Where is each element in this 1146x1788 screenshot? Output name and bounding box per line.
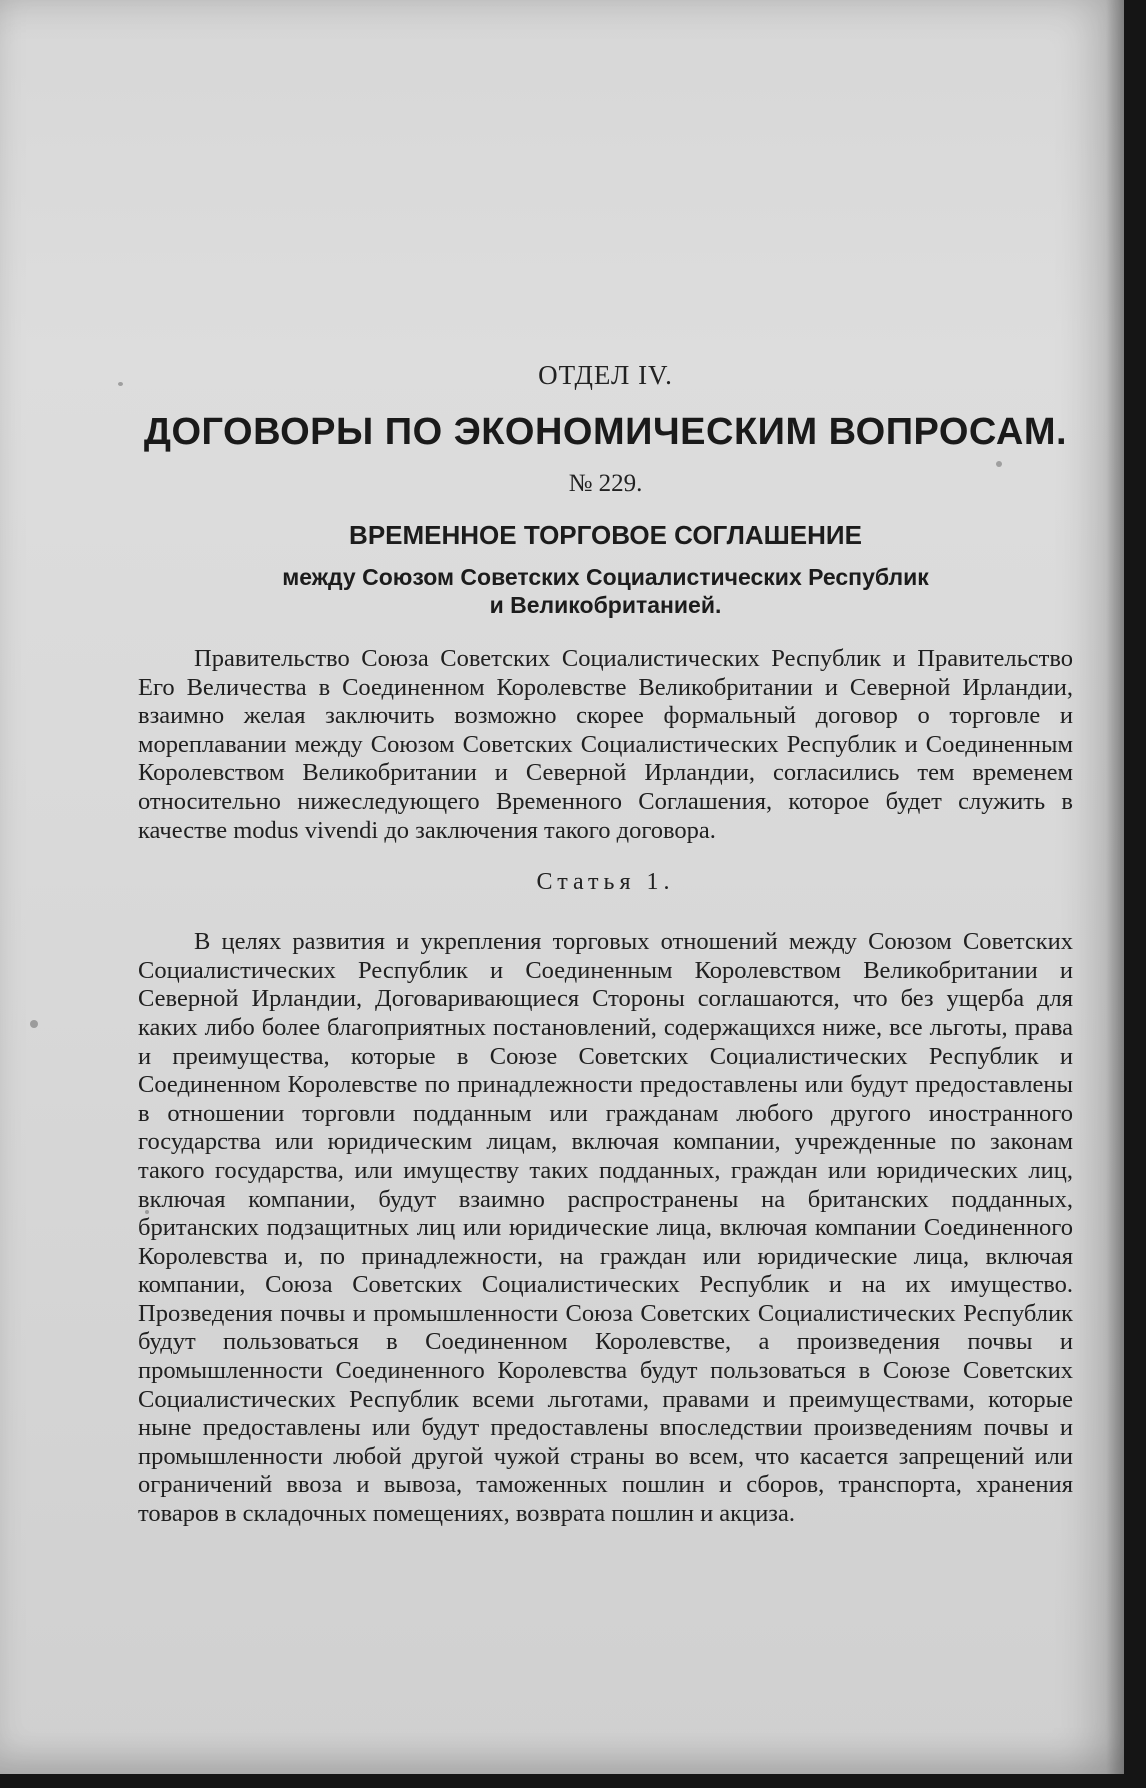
- document-title: ВРЕМЕННОЕ ТОРГОВОЕ СОГЛАШЕНИЕ: [349, 520, 862, 550]
- document-subtitle-line-2: и Великобританией.: [489, 592, 722, 618]
- preamble-paragraph: Правительство Союза Советских Социалистических Республик и Правительство Его Величества в Соединенном Королевстве Великобритании и Северной Ирландии, взаимно желая заключить возможно скорее формальный договор о торговле и мореплавании между Союзом Советских Социалистических Республик и Соединенным Королевством Великобритании и Северной Ирландии, согласились тем временем относительно нижеследующего Временного Соглашения, которое будет служить в качестве modus vivendi до заключения такого договора.: [138, 645, 1073, 844]
- article-heading: Статья 1.: [536, 869, 675, 896]
- section-title: ДОГОВОРЫ ПО ЭКОНОМИЧЕСКИМ ВОПРОСАМ.: [143, 411, 1068, 453]
- scan-speck: [30, 1020, 38, 1028]
- page-edge-shadow: [1106, 0, 1124, 1774]
- scan-speck: [118, 382, 123, 386]
- section-label: ОТДЕЛ IV.: [538, 360, 673, 390]
- document-subtitle-line-1: между Союзом Советских Социалистических Республик: [282, 564, 929, 590]
- document-subtitle: [138, 563, 1073, 619]
- document-number: № 229.: [568, 470, 643, 497]
- article-text: В целях развития и укрепления торговых отношений между Союзом Советских Социалистических Республик и Соединенным Королевством Великобритании и Северной Ирландии, Договаривающиеся Стороны соглашаются, что без ущерба для каких либо более благоприятных постановлений, содержащихся ниже, все льготы, права и преимущества, которые в Союзе Советских Социалистических Республик и Соединенном Королевстве по принадлежности предоставлены или будут предоставлены в отношении торговли подданным или гражданам любого другого иностранного государства или юридическим лицам, включая компании, учрежденные по законам такого государства, или имуществу таких подданных, граждан или юридических лиц, включая компании, будут взаимно распространены на британских подданных, британских подзащитных лиц или юридические лица, включая компании Соединенного Королевства и, по принадлежности, на граждан или юридические лица, включая компании, Союза Советских Социалистических Республик и на их имущество. Прозведения почвы и промышленности Союза Советских Социалистических Республик будут пользоваться в Соединенном Королевстве, а произведения почвы и промышленности Соединенного Королевства будут пользоваться в Союзе Советских Социалистических Республик всеми льготами, правами и преимуществами, которые ныне предоставлены или будут предоставлены впоследствии произведениям почвы и промышленности любой другой чужой страны во всем, что касается запрещений или ограничений ввоза и вывоза, таможенных пошлин и сборов, транспорта, хранения товаров в складочных помещениях, возврата пошлин и акциза.: [138, 928, 1073, 1528]
- page-content: [138, 360, 1073, 1529]
